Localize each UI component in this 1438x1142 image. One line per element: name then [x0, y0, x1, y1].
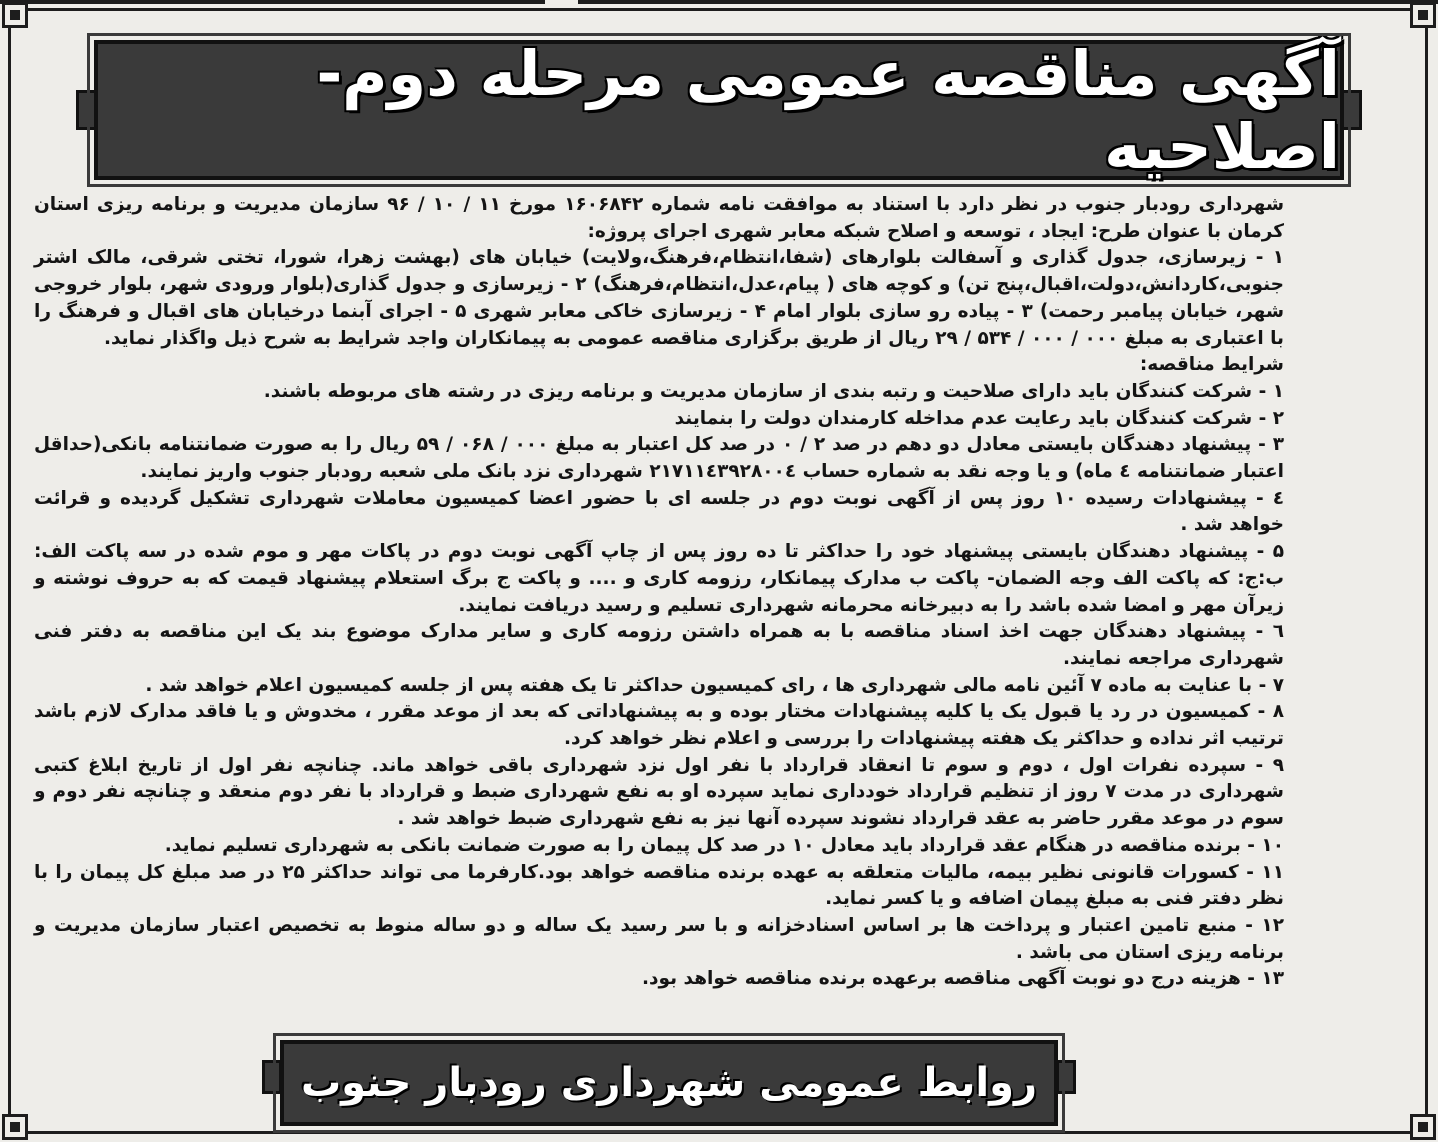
corner-ornament-bottom-left	[2, 1114, 28, 1140]
top-rule-left	[0, 0, 545, 4]
condition-item: ۹ - سپرده نفرات اول ، دوم و سوم تا انعقاد قرارداد با نفر اول نزد شهرداری باقی خواهد ماند. چنانچه نفر اول از تاریخ ابلاغ کتبی شهرداری در مدت ۷ روز از تنظیم قرارداد خودداری نماید سپرده او به نفع شهرداری ضبط و قرارداد با نفر دوم منعقد و چنانچه نفر دوم و سوم در موعد مقرر حاضر به عقد قرارداد نشوند سپرده آنها نیز به نفع شهرداری ضبط خواهد شد .	[34, 754, 1284, 830]
condition-item: ۵ - پیشنهاد دهندگان بایستی پیشنهاد خود را حداکثر تا ده روز پس از چاپ آگهی نوبت دوم در پاکات مهر و موم شده در سه پاکت الف: ب:ج: که پاکت الف وجه الضمان- پاکت ب مدارک پیمانکار، رزومه کاری و .... و پاکت ج برگ استعلام پیشنهاد قیمت که به حروف نوشته و زیرآن مهر و امضا شده باشد را به دبیرخانه محرمانه شهرداری تسلیم و رسید دریافت نمایند.	[34, 541, 1284, 616]
corner-ornament-bottom-right	[1410, 1114, 1436, 1140]
footer-notch-right	[1056, 1060, 1076, 1094]
conditions-heading: شرایط مناقصه:	[1139, 354, 1284, 376]
condition-item: ٤ - پیشنهادات رسیده ۱۰ روز پس از آگهی نوبت دوم در جلسه ای با حضور اعضا کمیسیون معاملات شهرداری تشکیل گردیده و قرائت خواهد شد .	[34, 487, 1284, 536]
condition-item: ۱۳ - هزینه درج دو نوبت آگهی مناقصه برعهده برنده مناقصه خواهد بود.	[642, 968, 1284, 990]
title-banner-panel	[94, 37, 1344, 183]
top-rule-right	[578, 0, 1438, 4]
condition-item: ٦ - پیشنهاد دهندگان جهت اخذ اسناد مناقصه با به همراه داشتن رزومه کاری و سایر مدارک موضوع بند یک این مناقصه به دفتر فنی شهرداری مراجعه نمایند.	[34, 621, 1284, 669]
corner-ornament-top-right	[1410, 2, 1436, 28]
project-description: ۱ - زیرسازی، جدول گذاری و آسفالت بلوارهای (شفا،انتظام،فرهنگ،ولایت) خیابان های (بهشت زهرا، شورا، تختی شرقی، مالک اشتر جنوبی،کاردانش،دولت،اقبال،پنج تن) و کوچه های ( پیام،عدل،انتظام،فرهنگ) ۲ - زیرسازی و جدول گذاری(بلوار ورودی شهر، بلوار خروجی شهر، خیابان پیامبر رحمت) ۳ - پیاده رو سازی بلوار امام ۴ - زیرسازی خاکی معابر شهری ۵ - اجرای آبنما درخیابان های اقبال و فرهنگ را با اعتباری به مبلغ ۰۰۰ / ۰۰۰ / ۵۳۴ / ۲۹ ریال از طریق برگزاری مناقصه عمومی به پیمانکاران واجد شرایط به شرح ذیل واگذار نماید.	[34, 247, 1285, 349]
condition-item: ۳ - پیشنهاد دهندگان بایستی معادل دو دهم در صد ۲ / ۰ در صد کل اعتبار به مبلغ ۰۰۰ / ۰۶۸ / ۵۹ ریال را به صورت ضمانتنامه بانکی(حداقل اعتبار ضمانتنامه ٤ ماه) و یا وجه نقد به شماره حساب ۲۱۷۱۱٤۳۹۲۸۰۰٤ شهرداری نزد بانک ملی شعبه رودبار جنوب واریز نمایند.	[34, 434, 1285, 483]
corner-ornament-top-left	[2, 2, 28, 28]
condition-item: ۱۲ - منبع تامین اعتبار و پرداخت ها بر اساس اسنادخزانه و با سر رسید یک ساله و دو ساله منوط به تخصیص اعتبار سازمان مدیریت و برنامه ریزی استان می باشد .	[34, 914, 1284, 963]
title-banner	[70, 30, 1368, 190]
footer-signature: روابط عمومی شهرداری رودبار جنوب	[300, 1060, 1038, 1106]
footer-banner-panel	[280, 1040, 1058, 1126]
condition-item: ۸ - کمیسیون در رد یا قبول یک یا کلیه پیشنهادات مختار بوده و به پیشنهاداتی که بعد از موعد مقرر ، مخدوش و یا فاقد مدارک لازم باشد ترتیب اثر نداده و حداکثر یک هفته پیشنهادات را بررسی و اعلام نظر خواهد کرد.	[34, 701, 1284, 750]
condition-item: ۲ - شرکت کنندگان باید رعایت عدم مداخله کارمندان دولت را بنمایند	[674, 407, 1284, 429]
notice-intro: شهرداری رودبار جنوب در نظر دارد با استناد به موافقت نامه شماره ۱۶۰۶۸۴۲ مورخ ۱۱ / ۱۰ / ۹۶ سازمان مدیریت و برنامه ریزی استان کرمان با عنوان طرح: ایجاد ، توسعه و اصلاح شبکه معابر شهری اجرای پروژه:	[34, 194, 1285, 242]
notice-body	[34, 192, 1284, 993]
condition-item: ۱۰ - برنده مناقصه در هنگام عقد قرارداد باید معادل ۱۰ در صد کل پیمان را به صورت ضمانت بانکی به شهرداری تسلیم نماید.	[164, 834, 1284, 856]
condition-item: ۱۱ - کسورات قانونی نظیر بیمه، مالیات متعلقه به عهده برنده مناقصه خواهد بود.کارفرما می تواند حداکثر ۲۵ در صد مبلغ کل پیمان را با نظر دفتر فنی به مبلغ پیمان اضافه و یا کسر نماید.	[34, 861, 1284, 910]
notice-title: آگهی مناقصه عمومی مرحله دوم-اصلاحیه	[316, 37, 1340, 183]
condition-item: ۱ - شرکت کنندگان باید دارای صلاحیت و رتبه بندی از سازمان مدیریت و برنامه ریزی در رشته های مربوطه باشند.	[263, 380, 1284, 402]
footer-notch-left	[262, 1060, 282, 1094]
condition-item: ۷ - با عنایت به ماده ۷ آئین نامه مالی شهرداری ها ، رای کمیسیون حداکثر تا یک هفته پس از جلسه کمیسیون اعلام خواهد شد .	[145, 674, 1284, 696]
footer-banner	[262, 1030, 1076, 1134]
